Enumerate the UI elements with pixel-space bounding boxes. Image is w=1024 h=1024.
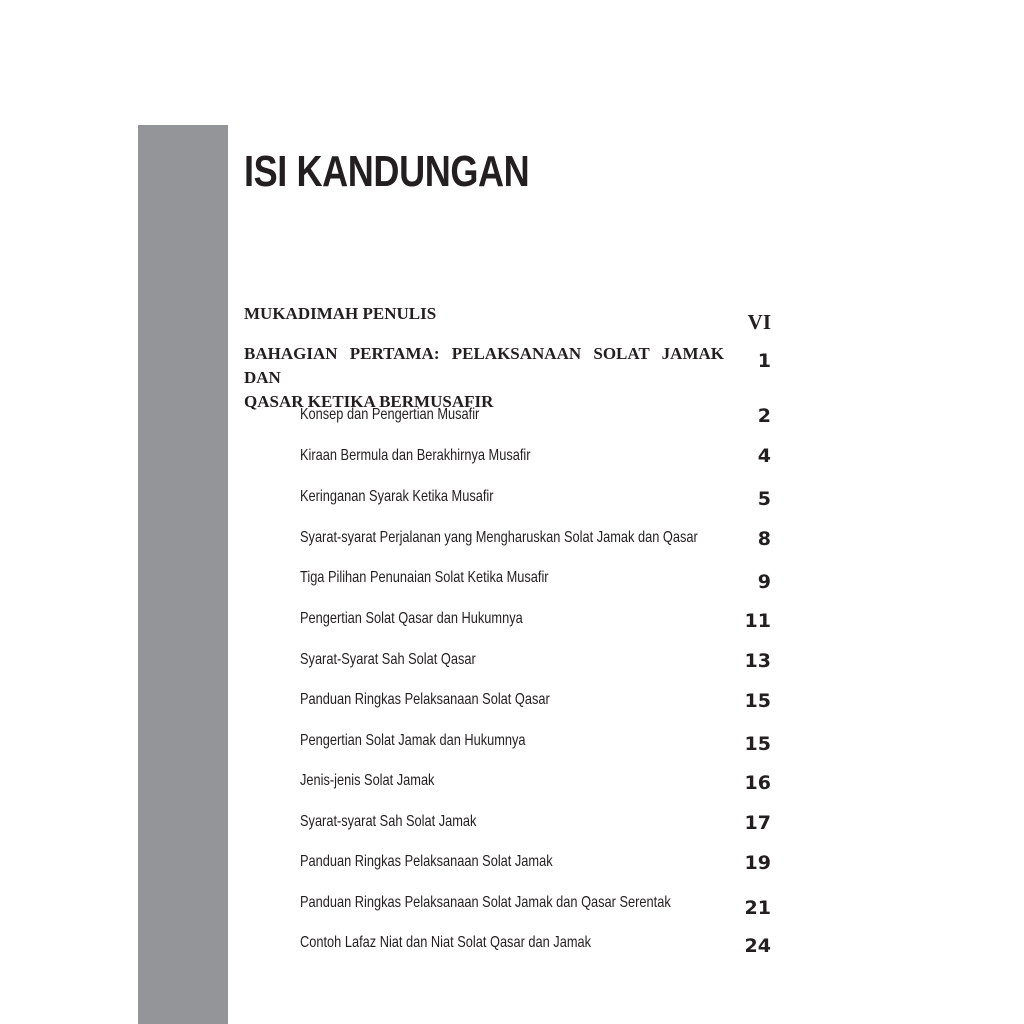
toc-entry: Konsep dan Pengertian Musafir [300,406,480,423]
toc-heading-part1-line2: QASAR KETIKA BERMUSAFIR [244,392,494,411]
toc-entry: Contoh Lafaz Niat dan Niat Solat Qasar dan Jamak [300,934,592,951]
toc-entry: Syarat-syarat Sah Solat Jamak [300,813,477,830]
toc-page-preface: VI [747,310,771,334]
toc-entry: Keringanan Syarak Ketika Musafir [300,488,494,505]
toc-entry-page: 2 [757,405,771,427]
toc-entry-page: 16 [744,772,771,794]
decorative-side-bar [138,125,228,1024]
toc-heading-part1-line1: BAHAGIAN PERTAMA: PELAKSANAAN SOLAT JAMAK DAN [244,344,724,387]
toc-entry: Jenis-jenis Solat Jamak [300,772,435,789]
toc-entry-page: 21 [744,897,771,919]
toc-entry: Tiga Pilihan Penunaian Solat Ketika Musafir [300,569,549,586]
toc-entry-page: 17 [744,812,771,834]
toc-heading-preface: MUKADIMAH PENULIS [244,304,437,323]
page-title: ISI KANDUNGAN [244,147,530,196]
toc-entry-page: 13 [744,650,771,672]
toc-entry-page: 8 [757,528,771,550]
toc-entry: Pengertian Solat Qasar dan Hukumnya [300,610,523,627]
toc-entry: Panduan Ringkas Pelaksanaan Solat Jamak dan Qasar Serentak [300,894,671,911]
toc-entry-page: 15 [744,733,771,755]
toc-entry: Kiraan Bermula dan Berakhirnya Musafir [300,447,531,464]
toc-entry: Pengertian Solat Jamak dan Hukumnya [300,732,526,749]
toc-entry-page: 24 [744,935,771,957]
toc-entry: Syarat-Syarat Sah Solat Qasar [300,651,476,668]
toc-entry-page: 11 [744,610,771,632]
toc-entry-page: 9 [757,571,771,593]
toc-entry-page: 4 [757,445,771,467]
toc-entry-page: 19 [744,852,771,874]
toc-entry-page: 15 [744,690,771,712]
toc-entry-page: 5 [757,488,771,510]
toc-entry: Panduan Ringkas Pelaksanaan Solat Qasar [300,691,550,708]
toc-page-part1: 1 [757,350,771,372]
toc-entry: Syarat-syarat Perjalanan yang Mengharuskan Solat Jamak dan Qasar [300,529,698,546]
toc-entry: Panduan Ringkas Pelaksanaan Solat Jamak [300,853,553,870]
